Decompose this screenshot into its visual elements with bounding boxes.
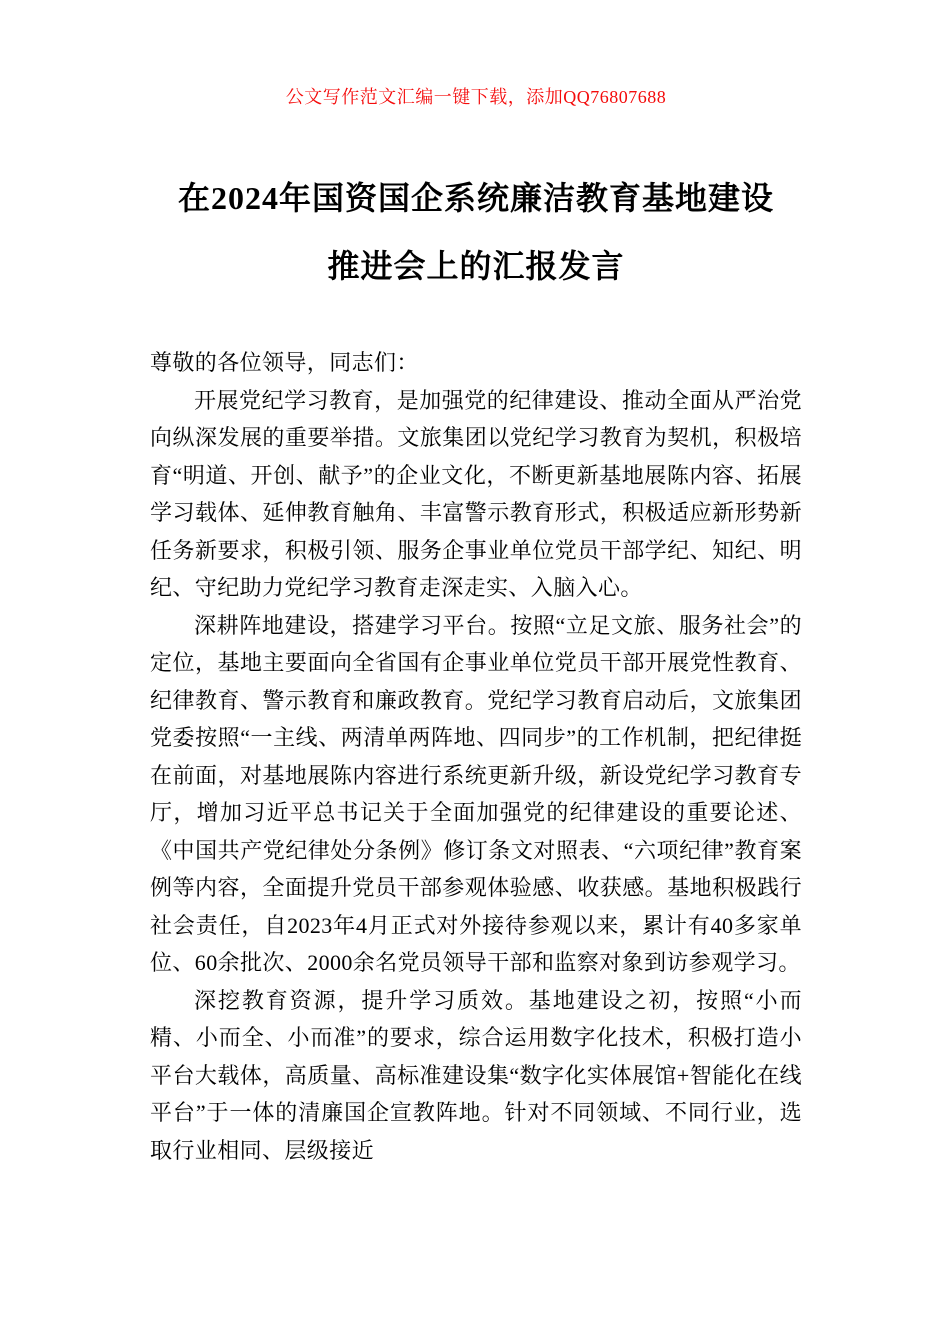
- paragraph: 深耕阵地建设，搭建学习平台。按照“立足文旅、服务社会”的定位，基地主要面向全省国有企事业单位党员干部开展党性教育、纪律教育、警示教育和廉政教育。党纪学习教育启动后，文旅集团党委按照“一主线、两清单两阵地、四同步”的工作机制，把纪律挺在前面，对基地展陈内容进行系统更新升级，新设党纪学习教育专厅，增加习近平总书记关于全面加强党的纪律建设的重要论述、《中国共产党纪律处分条例》修订条文对照表、“六项纪律”教育案例等内容，全面提升党员干部参观体验感、收获感。基地积极践行社会责任，自2023年4月正式对外接待参观以来，累计有40多家单位、60余批次、2000余名党员领导干部和监察对象到访参观学习。: [150, 612, 802, 975]
- document-body: [150, 344, 802, 1169]
- paragraph: 开展党纪学习教育，是加强党的纪律建设、推动全面从严治党向纵深发展的重要举措。文旅集团以党纪学习教育为契机，积极培育“明道、开创、献予”的企业文化，不断更新基地展陈内容、拓展学习载体、延伸教育触角、丰富警示教育形式，积极适应新形势新任务新要求，积极引领、服务企事业单位党员干部学纪、知纪、明纪、守纪助力党纪学习教育走深走实、入脑入心。: [150, 387, 802, 600]
- document-title-line2: 推进会上的汇报发言: [327, 248, 625, 284]
- document-title: [150, 164, 802, 300]
- header-notice: 公文写作范文汇编一键下载，添加QQ76807688: [285, 87, 667, 107]
- salutation: 尊敬的各位领导，同志们：: [150, 350, 419, 375]
- document-title-line1: 在2024年国资国企系统廉洁教育基地建设: [177, 180, 774, 216]
- paragraph: 深挖教育资源，提升学习质效。基地建设之初，按照“小而精、小而全、小而准”的要求，综合运用数字化技术，积极打造小平台大载体，高质量、高标准建设集“数字化实体展馆+智能化在线平台”于一体的清廉国企宣教阵地。针对不同领域、不同行业，选取行业相同、层级接近: [150, 987, 802, 1163]
